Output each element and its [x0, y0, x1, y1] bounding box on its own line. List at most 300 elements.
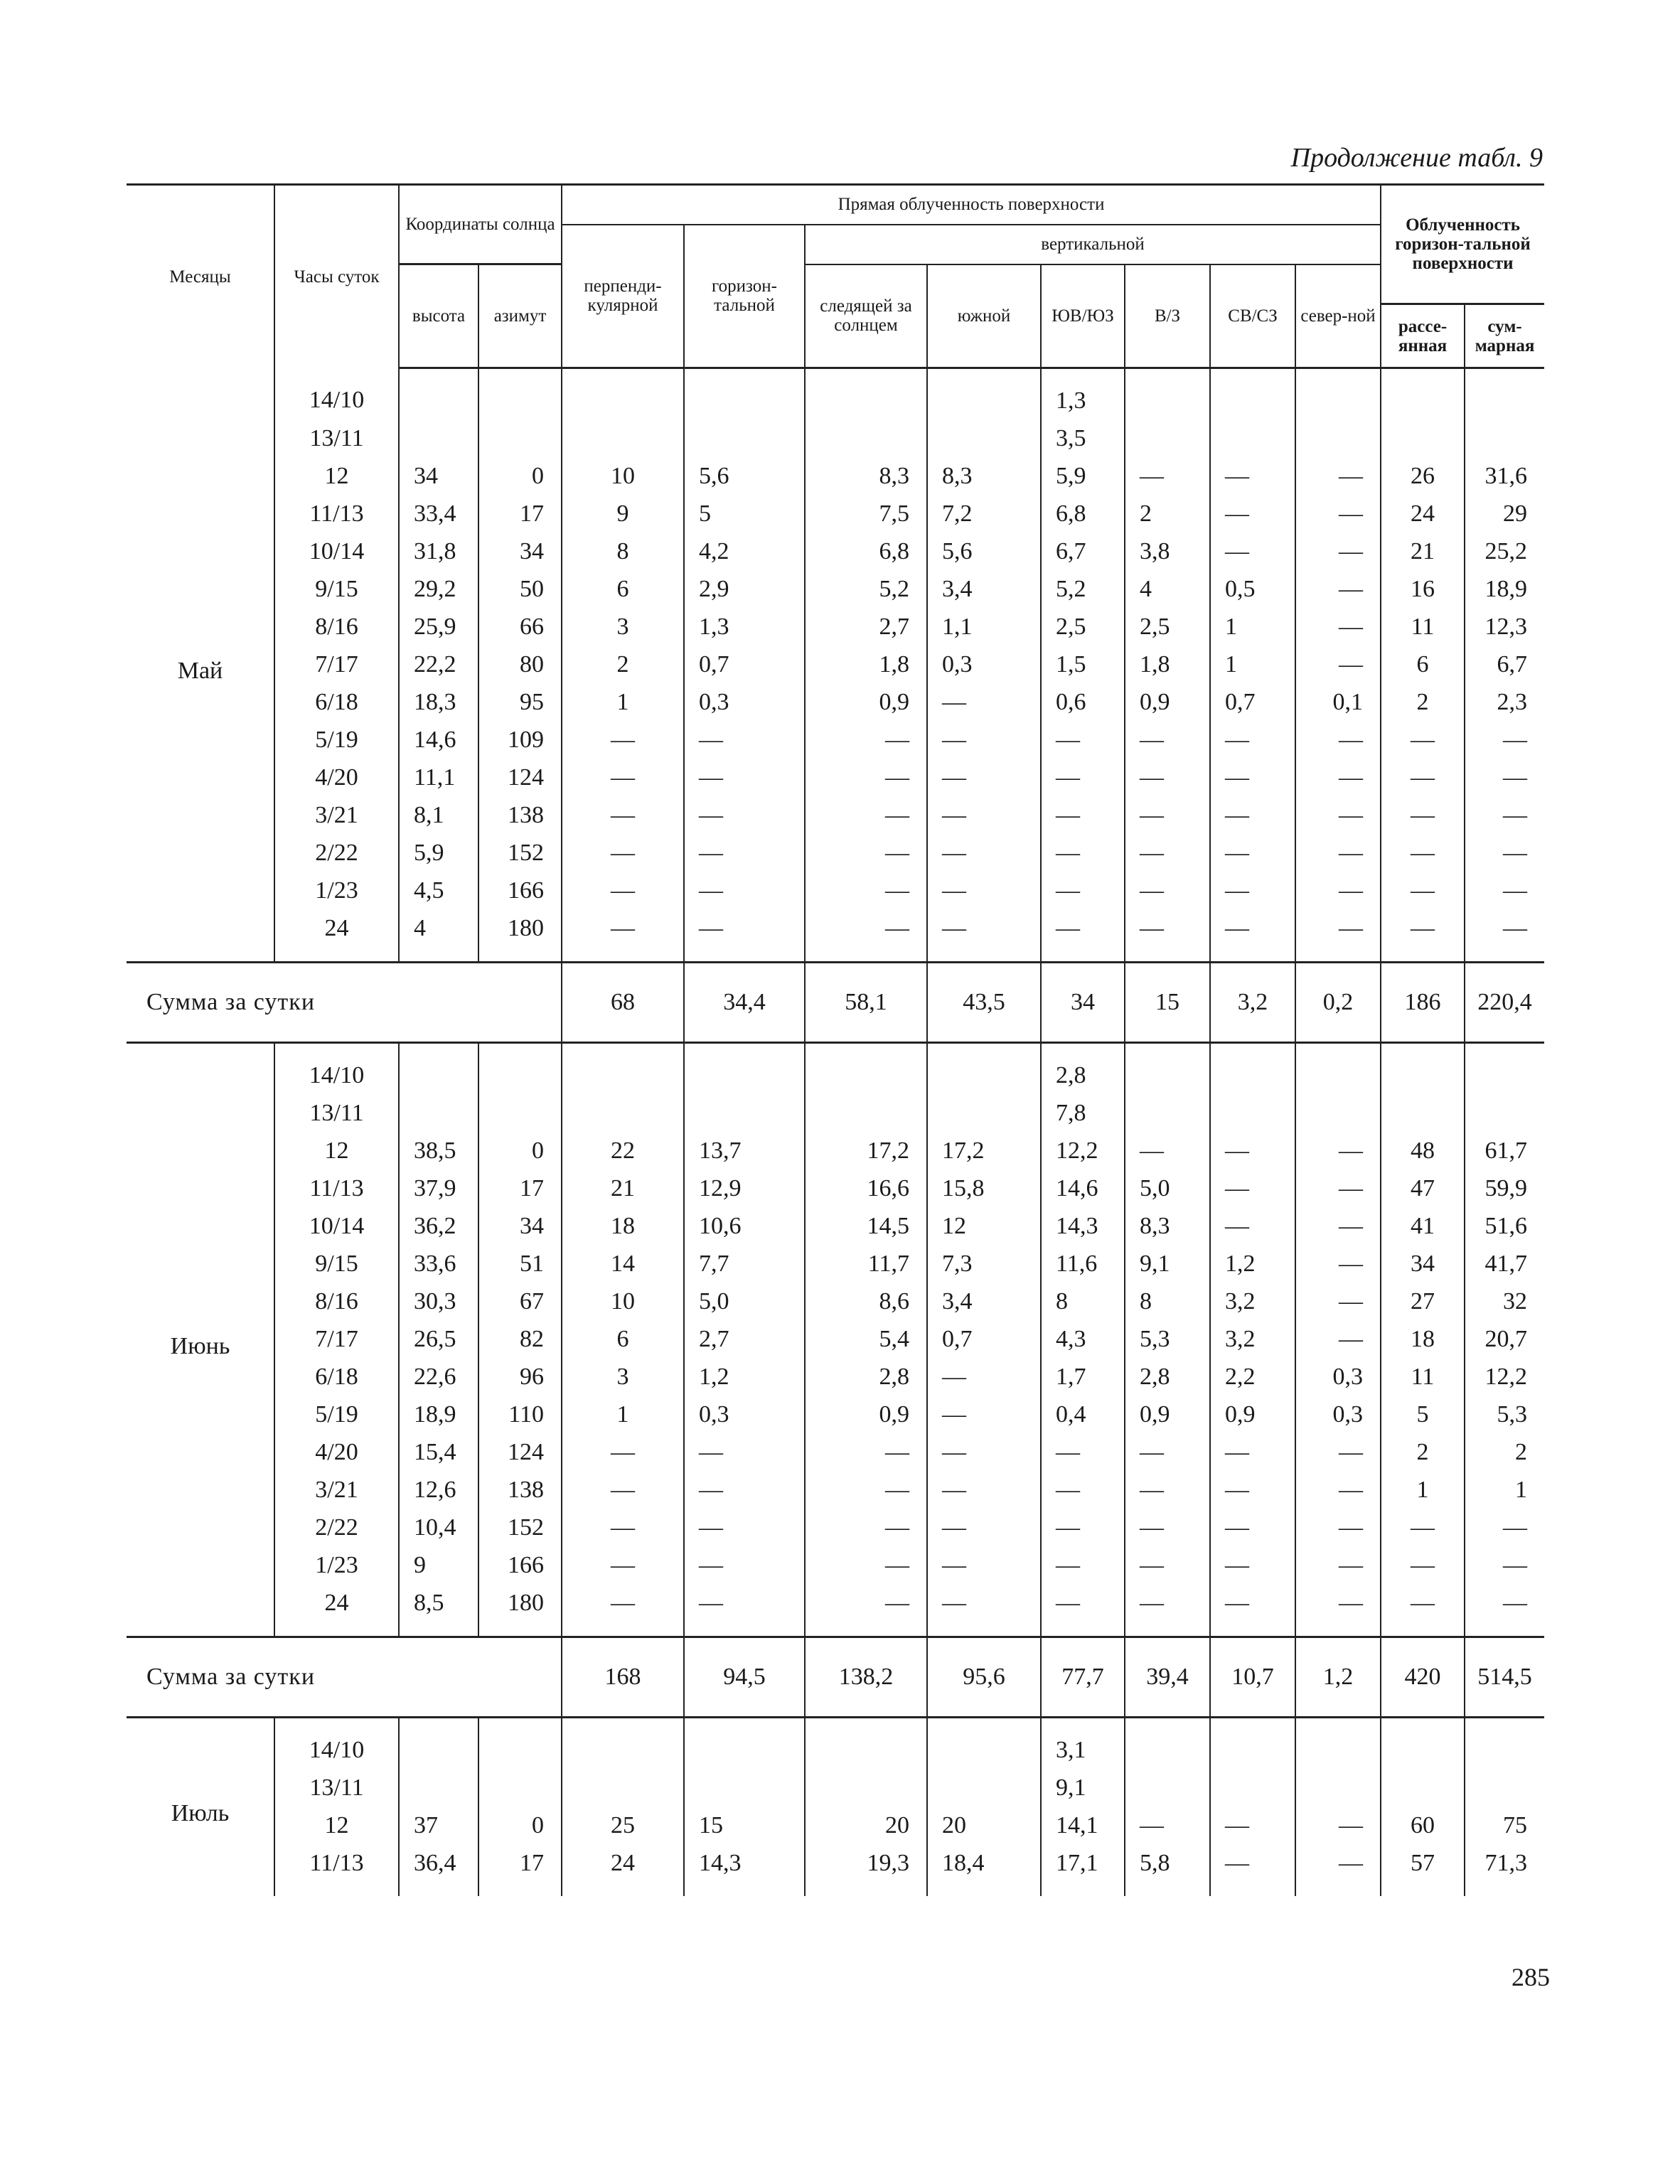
table-cell: 5,6 — [684, 457, 805, 495]
table-cell — [562, 1718, 684, 1770]
table-cell — [562, 1043, 684, 1095]
table-cell: — — [562, 1471, 684, 1509]
hour-cell: 14/10 — [274, 368, 399, 420]
table-row — [127, 608, 1544, 646]
table-cell — [478, 1094, 562, 1132]
table-cell: — — [1210, 1433, 1295, 1471]
sum-cell: 514,5 — [1465, 1637, 1544, 1718]
hour-cell: 13/11 — [274, 419, 399, 457]
table-cell — [684, 1718, 805, 1770]
table-cell: 57 — [1381, 1844, 1465, 1896]
table-cell — [562, 368, 684, 420]
hour-cell: 8/16 — [274, 608, 399, 646]
table-cell: 17 — [478, 495, 562, 532]
table-cell: — — [1465, 759, 1544, 796]
table-cell: — — [1125, 457, 1210, 495]
table-cell: — — [1125, 872, 1210, 909]
table-cell — [927, 1718, 1041, 1770]
header-total: сум-марная — [1465, 304, 1544, 368]
table-cell: — — [1381, 834, 1465, 872]
table-cell: — — [1125, 796, 1210, 834]
table-cell: — — [562, 759, 684, 796]
table-cell: 8,1 — [399, 796, 478, 834]
table-cell: 29 — [1465, 495, 1544, 532]
table-cell: 8 — [1125, 1283, 1210, 1320]
table-cell: — — [927, 721, 1041, 759]
table-cell: 17,1 — [1041, 1844, 1125, 1896]
hour-cell: 6/18 — [274, 1358, 399, 1396]
table-cell: — — [1210, 1132, 1295, 1169]
table-cell: — — [1210, 1169, 1295, 1207]
table-cell: 33,4 — [399, 495, 478, 532]
table-row — [127, 1769, 1544, 1806]
table-row — [127, 1546, 1544, 1584]
table-cell: 71,3 — [1465, 1844, 1544, 1896]
month-block — [127, 368, 1544, 963]
table-cell: — — [1295, 1546, 1381, 1584]
table-cell: — — [1381, 796, 1465, 834]
table-cell: 2 — [1381, 1433, 1465, 1471]
table-cell: — — [1041, 872, 1125, 909]
sum-cell: 138,2 — [805, 1637, 927, 1718]
table-cell: 152 — [478, 1509, 562, 1546]
table-cell: — — [684, 796, 805, 834]
table-cell: 18,4 — [927, 1844, 1041, 1896]
table-cell: 18,9 — [399, 1396, 478, 1433]
table-cell: — — [562, 834, 684, 872]
table-cell — [562, 1769, 684, 1806]
hour-cell: 12 — [274, 457, 399, 495]
table-cell: — — [805, 909, 927, 963]
month-block — [127, 1043, 1544, 1637]
table-cell: 10 — [562, 1283, 684, 1320]
table-cell: 2 — [562, 646, 684, 683]
table-cell: — — [1210, 532, 1295, 570]
sum-row — [127, 963, 1544, 1043]
table-cell: 24 — [562, 1844, 684, 1896]
month-label: Июль — [171, 1800, 230, 1826]
table-cell: — — [1041, 1546, 1125, 1584]
sum-cell: 95,6 — [927, 1637, 1041, 1718]
table-row — [127, 570, 1544, 608]
table-cell: 6,7 — [1465, 646, 1544, 683]
hour-cell: 13/11 — [274, 1769, 399, 1806]
table-cell: 14 — [562, 1245, 684, 1283]
table-cell: 25,9 — [399, 608, 478, 646]
table-row — [127, 1169, 1544, 1207]
table-cell: — — [1210, 1509, 1295, 1546]
sum-cell: 3,2 — [1210, 963, 1295, 1043]
table-cell: 4,5 — [399, 872, 478, 909]
table-cell: — — [1041, 1471, 1125, 1509]
table-cell: 5,3 — [1125, 1320, 1210, 1358]
table-row — [127, 1245, 1544, 1283]
table-cell: — — [1381, 1546, 1465, 1584]
hour-cell: 13/11 — [274, 1094, 399, 1132]
table-cell: 36,2 — [399, 1207, 478, 1245]
table-cell: 61,7 — [1465, 1132, 1544, 1169]
table-cell: 34 — [478, 532, 562, 570]
table-cell — [478, 368, 562, 420]
table-cell — [927, 1043, 1041, 1095]
table-cell: 34 — [1381, 1245, 1465, 1283]
table-cell: 1 — [1381, 1471, 1465, 1509]
table-cell — [1210, 1094, 1295, 1132]
table-cell: 9 — [562, 495, 684, 532]
table-row — [127, 1471, 1544, 1509]
table-cell: 12,2 — [1041, 1132, 1125, 1169]
table-cell: — — [1381, 721, 1465, 759]
table-cell: — — [1041, 1433, 1125, 1471]
table-cell: 12,6 — [399, 1471, 478, 1509]
table-cell: — — [1381, 1509, 1465, 1546]
header-tracking: следящей за солнцем — [805, 264, 927, 368]
table-cell: — — [1295, 532, 1381, 570]
table-cell: — — [1295, 834, 1381, 872]
table-cell — [1381, 1718, 1465, 1770]
sum-cell: 0,2 — [1295, 963, 1381, 1043]
sum-label: Сумма за сутки — [127, 1637, 562, 1718]
table-cell — [805, 1769, 927, 1806]
table-cell: 26,5 — [399, 1320, 478, 1358]
table-row — [127, 1718, 1544, 1770]
table-cell: — — [1381, 1584, 1465, 1637]
table-cell: — — [1041, 909, 1125, 963]
table-cell: — — [562, 872, 684, 909]
table-cell: — — [927, 1358, 1041, 1396]
table-cell: 0,9 — [1125, 683, 1210, 721]
table-cell: 82 — [478, 1320, 562, 1358]
table-cell — [1381, 419, 1465, 457]
table-row — [127, 683, 1544, 721]
table-cell: 8 — [1041, 1283, 1125, 1320]
table-cell: 0,3 — [1295, 1358, 1381, 1396]
table-cell: 110 — [478, 1396, 562, 1433]
table-cell: — — [1210, 759, 1295, 796]
table-cell: 34 — [478, 1207, 562, 1245]
table-cell: — — [1295, 872, 1381, 909]
table-cell: 5,4 — [805, 1320, 927, 1358]
table-cell: — — [927, 683, 1041, 721]
table-cell — [399, 1769, 478, 1806]
table-cell — [1125, 1718, 1210, 1770]
table-row — [127, 1844, 1544, 1896]
table-cell — [1295, 1769, 1381, 1806]
table-cell: — — [1465, 721, 1544, 759]
table-cell: 0,1 — [1295, 683, 1381, 721]
sum-cell: 220,4 — [1465, 963, 1544, 1043]
table-cell: — — [1465, 872, 1544, 909]
table-cell: 6,8 — [1041, 495, 1125, 532]
sum-cell: 10,7 — [1210, 1637, 1295, 1718]
table-cell: 2,2 — [1210, 1358, 1295, 1396]
table-cell: 166 — [478, 1546, 562, 1584]
table-cell: 4 — [399, 909, 478, 963]
table-cell: 18,9 — [1465, 570, 1544, 608]
table-cell — [399, 1043, 478, 1095]
table-row — [127, 1509, 1544, 1546]
table-cell: — — [1125, 1132, 1210, 1169]
table-cell: 1,2 — [684, 1358, 805, 1396]
table-cell — [478, 1718, 562, 1770]
table-cell: 5 — [1381, 1396, 1465, 1433]
table-cell — [478, 419, 562, 457]
table-cell: 12 — [927, 1207, 1041, 1245]
table-cell: 3,5 — [1041, 419, 1125, 457]
table-cell: 0,3 — [684, 1396, 805, 1433]
header-months: Месяцы — [127, 185, 274, 368]
table-cell: 3,2 — [1210, 1320, 1295, 1358]
table-cell: — — [684, 1471, 805, 1509]
table-cell — [927, 368, 1041, 420]
table-cell: — — [927, 834, 1041, 872]
table-cell: — — [684, 909, 805, 963]
table-cell — [399, 419, 478, 457]
sum-cell: 15 — [1125, 963, 1210, 1043]
table-cell: 14,3 — [684, 1844, 805, 1896]
table-row — [127, 495, 1544, 532]
table-cell: 1,8 — [1125, 646, 1210, 683]
table-cell: — — [805, 1509, 927, 1546]
table-cell — [1465, 1769, 1544, 1806]
table-cell: — — [684, 1433, 805, 1471]
table-row — [127, 1283, 1544, 1320]
table-cell: 33,6 — [399, 1245, 478, 1283]
table-cell: — — [1041, 1509, 1125, 1546]
table-cell: 2,8 — [805, 1358, 927, 1396]
hour-cell: 10/14 — [274, 1207, 399, 1245]
table-cell: 21 — [562, 1169, 684, 1207]
table-cell: — — [562, 1584, 684, 1637]
table-cell — [1125, 419, 1210, 457]
hour-cell: 11/13 — [274, 1844, 399, 1896]
header-e-w: В/З — [1125, 264, 1210, 368]
sum-cell: 68 — [562, 963, 684, 1043]
table-cell: 0,3 — [927, 646, 1041, 683]
table-cell: 7,2 — [927, 495, 1041, 532]
table-cell: — — [1295, 1283, 1381, 1320]
table-cell: — — [1465, 909, 1544, 963]
table-cell — [1295, 368, 1381, 420]
table-cell — [1465, 368, 1544, 420]
table-cell — [1210, 1718, 1295, 1770]
table-cell — [1125, 1043, 1210, 1095]
table-cell — [1465, 419, 1544, 457]
table-cell: — — [684, 759, 805, 796]
table-cell: 13,7 — [684, 1132, 805, 1169]
table-cell: — — [684, 1546, 805, 1584]
table-cell: — — [1041, 721, 1125, 759]
table-row — [127, 759, 1544, 796]
table-cell: — — [1210, 1471, 1295, 1509]
table-cell: 6 — [562, 1320, 684, 1358]
table-cell: 0,3 — [1295, 1396, 1381, 1433]
table-cell: 7,7 — [684, 1245, 805, 1283]
sum-cell: 168 — [562, 1637, 684, 1718]
table-cell: 27 — [1381, 1283, 1465, 1320]
table-cell: 3 — [562, 608, 684, 646]
hour-cell: 11/13 — [274, 495, 399, 532]
table-cell: 6,7 — [1041, 532, 1125, 570]
table-cell: 0,7 — [1210, 683, 1295, 721]
table-cell: 2 — [1125, 495, 1210, 532]
table-cell: 17,2 — [805, 1132, 927, 1169]
table-cell: 5,0 — [684, 1283, 805, 1320]
table-cell: 25 — [562, 1806, 684, 1844]
table-cell: — — [1295, 1806, 1381, 1844]
table-cell: 1,1 — [927, 608, 1041, 646]
table-cell: — — [1210, 796, 1295, 834]
table-cell — [805, 1718, 927, 1770]
table-cell: — — [1295, 1844, 1381, 1896]
table-cell: — — [1125, 1584, 1210, 1637]
hour-cell: 12 — [274, 1806, 399, 1844]
table-cell: — — [1041, 759, 1125, 796]
header-sun-coords: Координаты солнца — [399, 185, 562, 264]
table-cell: 2,8 — [1125, 1358, 1210, 1396]
table-cell: — — [562, 909, 684, 963]
hour-cell: 3/21 — [274, 796, 399, 834]
table-row — [127, 721, 1544, 759]
table-cell: — — [1295, 796, 1381, 834]
table-cell: 14,3 — [1041, 1207, 1125, 1245]
table-cell: — — [562, 1433, 684, 1471]
table-cell: 5,2 — [1041, 570, 1125, 608]
sum-block — [127, 1637, 1544, 1718]
table-cell: — — [1295, 570, 1381, 608]
table-cell: — — [1295, 1471, 1381, 1509]
table-cell: 2,7 — [684, 1320, 805, 1358]
header-vertical: вертикальной — [805, 225, 1381, 264]
table-cell: 51,6 — [1465, 1207, 1544, 1245]
table-cell: — — [927, 872, 1041, 909]
table-cell — [805, 368, 927, 420]
table-cell: 20 — [805, 1806, 927, 1844]
table-cell — [1210, 419, 1295, 457]
table-row — [127, 457, 1544, 495]
table-cell — [1295, 419, 1381, 457]
table-cell: — — [1125, 1806, 1210, 1844]
header-hours: Часы суток — [274, 185, 399, 368]
table-cell: 3,8 — [1125, 532, 1210, 570]
table-cell: 3,4 — [927, 1283, 1041, 1320]
table-cell: — — [927, 1396, 1041, 1433]
table-cell: — — [1295, 1207, 1381, 1245]
table-cell: 5 — [684, 495, 805, 532]
table-cell: 1,3 — [1041, 368, 1125, 420]
header-altitude: высота — [399, 264, 478, 368]
table-cell: — — [927, 909, 1041, 963]
table-cell: 2,5 — [1125, 608, 1210, 646]
table-cell — [684, 1043, 805, 1095]
table-cell: 8 — [562, 532, 684, 570]
table-cell: 36,4 — [399, 1844, 478, 1896]
table-cell: 37 — [399, 1806, 478, 1844]
table-cell: 11,1 — [399, 759, 478, 796]
sum-block — [127, 963, 1544, 1043]
table-cell: — — [1125, 1471, 1210, 1509]
table-cell: 50 — [478, 570, 562, 608]
table-row — [127, 1433, 1544, 1471]
table-cell: 14,6 — [399, 721, 478, 759]
table-cell: 11,6 — [1041, 1245, 1125, 1283]
table-cell: 37,9 — [399, 1169, 478, 1207]
table-cell: — — [1381, 759, 1465, 796]
table-cell — [1125, 368, 1210, 420]
table-cell: — — [1041, 834, 1125, 872]
table-cell: — — [927, 796, 1041, 834]
table-cell: 166 — [478, 872, 562, 909]
table-cell: 67 — [478, 1283, 562, 1320]
table-cell: — — [1381, 909, 1465, 963]
table-cell: 60 — [1381, 1806, 1465, 1844]
table-cell: 138 — [478, 796, 562, 834]
table-cell: — — [562, 1546, 684, 1584]
table-cell: 0,9 — [805, 1396, 927, 1433]
hour-cell: 12 — [274, 1132, 399, 1169]
table-cell: — — [927, 1509, 1041, 1546]
table-row — [127, 419, 1544, 457]
table-cell: — — [562, 721, 684, 759]
hour-cell: 5/19 — [274, 1396, 399, 1433]
table-cell: 17 — [478, 1844, 562, 1896]
table-cell: 1,8 — [805, 646, 927, 683]
table-cell: — — [1210, 495, 1295, 532]
table-cell: — — [805, 872, 927, 909]
page-number: 285 — [1512, 1963, 1550, 1991]
table-cell: 18 — [1381, 1320, 1465, 1358]
table-cell — [1295, 1718, 1381, 1770]
table-cell — [1381, 1043, 1465, 1095]
table-cell: — — [1295, 1320, 1381, 1358]
table-cell: — — [1210, 1844, 1295, 1896]
table-row — [127, 1043, 1544, 1095]
table-cell: — — [1125, 1433, 1210, 1471]
table-cell: — — [1125, 1509, 1210, 1546]
table-cell: — — [684, 834, 805, 872]
table-header — [127, 185, 1544, 368]
table-cell: — — [1465, 1584, 1544, 1637]
table-cell — [1210, 1043, 1295, 1095]
table-cell: 9 — [399, 1546, 478, 1584]
hour-cell: 6/18 — [274, 683, 399, 721]
table-cell — [1465, 1094, 1544, 1132]
table-cell: 2,3 — [1465, 683, 1544, 721]
table-cell: 6,8 — [805, 532, 927, 570]
header-horiz-irradiance: Облученность горизон-тальной поверхности — [1381, 185, 1544, 304]
table-cell — [1125, 1094, 1210, 1132]
header-ne-nw: СВ/СЗ — [1210, 264, 1295, 368]
table-cell: 5,8 — [1125, 1844, 1210, 1896]
table-row — [127, 834, 1544, 872]
table-cell: 22,6 — [399, 1358, 478, 1396]
table-cell: 12,2 — [1465, 1358, 1544, 1396]
irradiance-table — [127, 183, 1544, 1896]
hour-cell: 24 — [274, 909, 399, 963]
hour-cell: 2/22 — [274, 1509, 399, 1546]
table-cell — [684, 1769, 805, 1806]
table-cell: 8,3 — [805, 457, 927, 495]
table-cell: — — [805, 759, 927, 796]
table-cell: 21 — [1381, 532, 1465, 570]
table-row — [127, 1584, 1544, 1637]
table-cell: 16 — [1381, 570, 1465, 608]
table-cell — [1381, 1094, 1465, 1132]
table-cell: — — [1125, 759, 1210, 796]
table-cell — [1210, 1769, 1295, 1806]
table-cell: — — [1295, 1584, 1381, 1637]
table-cell: 1 — [1210, 646, 1295, 683]
